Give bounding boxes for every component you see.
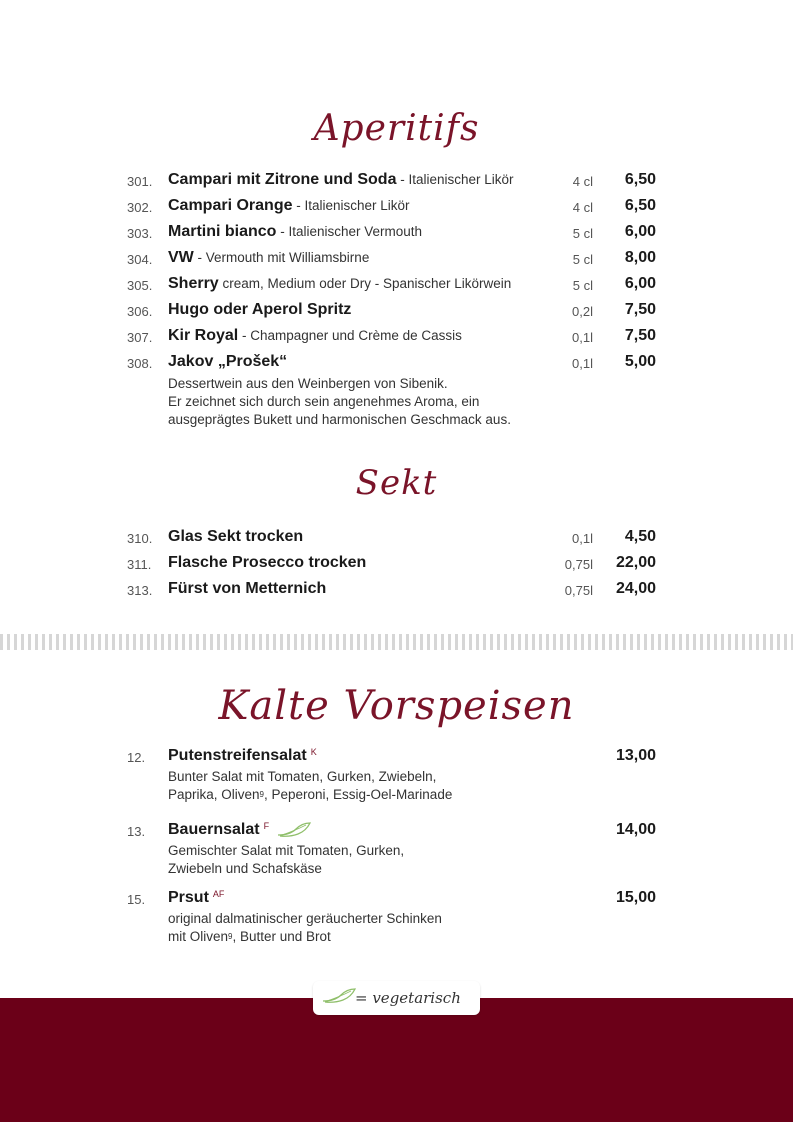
section-divider [0, 634, 793, 650]
item-name: VW - Vermouth mit Williamsbirne [168, 249, 370, 266]
item-name: Prsut $^{AF}$ [168, 889, 225, 906]
item-name: Jakov „Prošek“ [168, 353, 288, 370]
item-name: Sherry cream, Medium oder Dry - Spanischer Likörwein [168, 275, 512, 292]
item-price: 13,00 [615, 747, 656, 764]
leaf-icon [321, 986, 357, 1006]
item-description: - Italienischer Vermouth [276, 224, 423, 239]
item-volume: 5 cl [572, 252, 593, 267]
item-price: 6,00 [624, 223, 656, 240]
allergen-code: F [263, 821, 270, 831]
vegetarian-legend [313, 981, 480, 1015]
item-name: Fürst von Metternich [168, 580, 327, 597]
menu-item [0, 351, 793, 377]
item-price: 6,50 [624, 171, 656, 188]
item-price: 14,00 [615, 821, 656, 838]
menu-item [0, 221, 793, 247]
menu-item [0, 552, 793, 578]
item-long-description: Dessertwein aus den Weinbergen von Sibenik. Er zeichnet sich durch sein angenehmes Aroma, ein ausgeprägtes Bukett und harmonischen Geschmack aus. [168, 376, 511, 427]
item-price: 7,50 [624, 301, 656, 318]
item-number: 15. [127, 892, 146, 907]
item-price: 7,50 [624, 327, 656, 344]
item-volume: 5 cl [572, 278, 593, 293]
footer-band [0, 998, 793, 1122]
menu-item [0, 578, 793, 604]
item-volume: 0,1l [572, 330, 593, 345]
item-volume: 0,2l [572, 304, 593, 319]
item-name: Martini bianco - Italienischer Vermouth [168, 223, 423, 240]
vorspeisen-title: Kalte Vorspeisen [218, 683, 575, 729]
item-volume: 0,75l [564, 557, 593, 572]
item-description: - Italienischer Likör [292, 198, 410, 213]
item-name: Hugo oder Aperol Spritz [168, 301, 352, 318]
item-number: 306. [127, 304, 153, 319]
item-description: - Vermouth mit Williamsbirne [193, 250, 370, 265]
item-name: Campari Orange - Italienischer Likör [168, 197, 410, 214]
menu-item [0, 299, 793, 325]
item-number: 310. [127, 531, 153, 546]
legend-label: = vegetarisch [355, 989, 461, 1007]
item-number: 308. [127, 356, 153, 371]
allergen-code: K [310, 747, 317, 757]
item-name: Flasche Prosecco trocken [168, 554, 367, 571]
item-volume: 0,1l [572, 531, 593, 546]
item-number: 303. [127, 226, 153, 241]
item-number: 307. [127, 330, 153, 345]
item-number: 304. [127, 252, 153, 267]
item-price: 6,00 [624, 275, 656, 292]
item-number: 302. [127, 200, 153, 215]
menu-item [0, 169, 793, 195]
item-name: Bauernsalat $^F$ [168, 821, 312, 839]
item-number: 12. [127, 750, 146, 765]
item-number: 313. [127, 583, 153, 598]
item-volume: 0,75l [564, 583, 593, 598]
item-name: Putenstreifensalat $^K$ [168, 747, 317, 764]
allergen-code: AF [212, 889, 225, 899]
item-description: cream, Medium oder Dry - Spanischer Likörwein [218, 276, 512, 291]
item-name: Campari mit Zitrone und Soda - Italienischer Likör [168, 171, 514, 188]
item-volume: 0,1l [572, 356, 593, 371]
item-description: - Italienischer Likör [396, 172, 514, 187]
item-number: 311. [127, 557, 152, 572]
item-number: 301. [127, 174, 153, 189]
sekt-title: Sekt [355, 463, 438, 503]
item-price: 4,50 [624, 528, 656, 545]
item-name: Glas Sekt trocken [168, 528, 304, 545]
item-volume: 5 cl [572, 226, 593, 241]
item-price: 6,50 [624, 197, 656, 214]
item-price: 24,00 [615, 580, 656, 597]
item-number: 305. [127, 278, 153, 293]
menu-item [0, 273, 793, 299]
aperitifs-title: Aperitifs [313, 108, 480, 149]
item-price: 15,00 [615, 889, 656, 906]
item-description: Bunter Salat mit Tomaten, Gurken, Zwiebeln, Paprika, Oliven$^9$, Peperoni, Essig-Oel-Marinade [168, 769, 453, 802]
item-price: 8,00 [624, 249, 656, 266]
item-description: original dalmatinischer geräucherter Schinken mit Oliven$^9$, Butter und Brot [168, 911, 442, 944]
menu-item [0, 247, 793, 273]
leaf-icon [276, 821, 312, 839]
item-volume: 4 cl [572, 174, 593, 189]
item-name: Kir Royal - Champagner und Crème de Cassis [168, 327, 462, 344]
item-description: - Champagner und Crème de Cassis [238, 328, 462, 343]
item-volume: 4 cl [572, 200, 593, 215]
item-price: 22,00 [615, 554, 656, 571]
menu-item [0, 526, 793, 552]
item-number: 13. [127, 824, 146, 839]
menu-item [0, 195, 793, 221]
menu-item [0, 325, 793, 351]
item-price: 5,00 [624, 353, 656, 370]
item-description: Gemischter Salat mit Tomaten, Gurken, Zwiebeln und Schafskäse [168, 843, 405, 876]
